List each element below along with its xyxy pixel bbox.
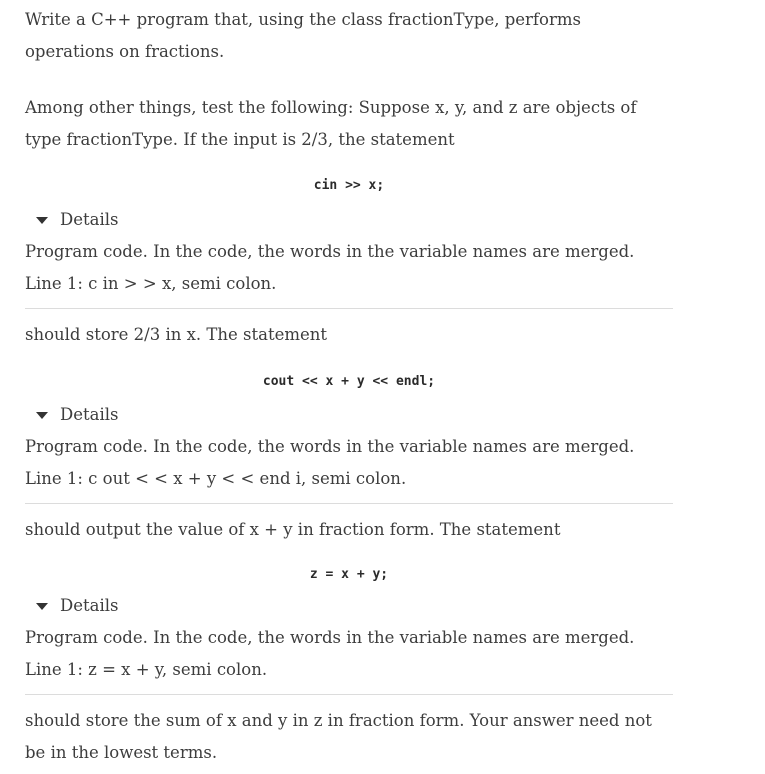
details-text-1: Program code. In the code, the words in the variable names are merged. Line 1: c in > > x, semi colon. (25, 242, 635, 293)
details-toggle-2[interactable] (25, 399, 673, 431)
details-label: Details (60, 405, 119, 424)
caret-down-icon (36, 603, 48, 610)
details-toggle-1[interactable] (25, 204, 673, 236)
details-text-3: Program code. In the code, the words in the variable names are merged. Line 1: z = x + y, semi colon. (25, 628, 635, 679)
divider (25, 694, 673, 695)
intro-paragraph-2: Among other things, test the following: Suppose x, y, and z are objects of type fractionType. If the input is 2/3, the statement (25, 98, 637, 149)
divider (25, 503, 673, 504)
details-text-2: Program code. In the code, the words in the variable names are merged. Line 1: c out < < x + y < < end i, semi colon. (25, 437, 635, 488)
caret-down-icon (36, 412, 48, 419)
after-text-2: should output the value of x + y in fraction form. The statement (25, 520, 561, 539)
code-snippet-cin: cin >> x; (313, 178, 385, 193)
details-label: Details (60, 210, 119, 229)
code-snippet-assign: z = x + y; (309, 567, 389, 582)
after-text-3: should store the sum of x and y in z in fraction form. Your answer need not be in the lowest terms. (25, 711, 652, 762)
caret-down-icon (36, 217, 48, 224)
divider (25, 308, 673, 309)
document-body (25, 0, 673, 769)
details-toggle-3[interactable] (25, 590, 673, 622)
details-label: Details (60, 596, 119, 615)
code-snippet-cout: cout << x + y << endl; (262, 374, 436, 389)
intro-paragraph-1: Write a C++ program that, using the class fractionType, performs operations on fractions. (25, 10, 581, 61)
after-text-1: should store 2/3 in x. The statement (25, 325, 328, 344)
